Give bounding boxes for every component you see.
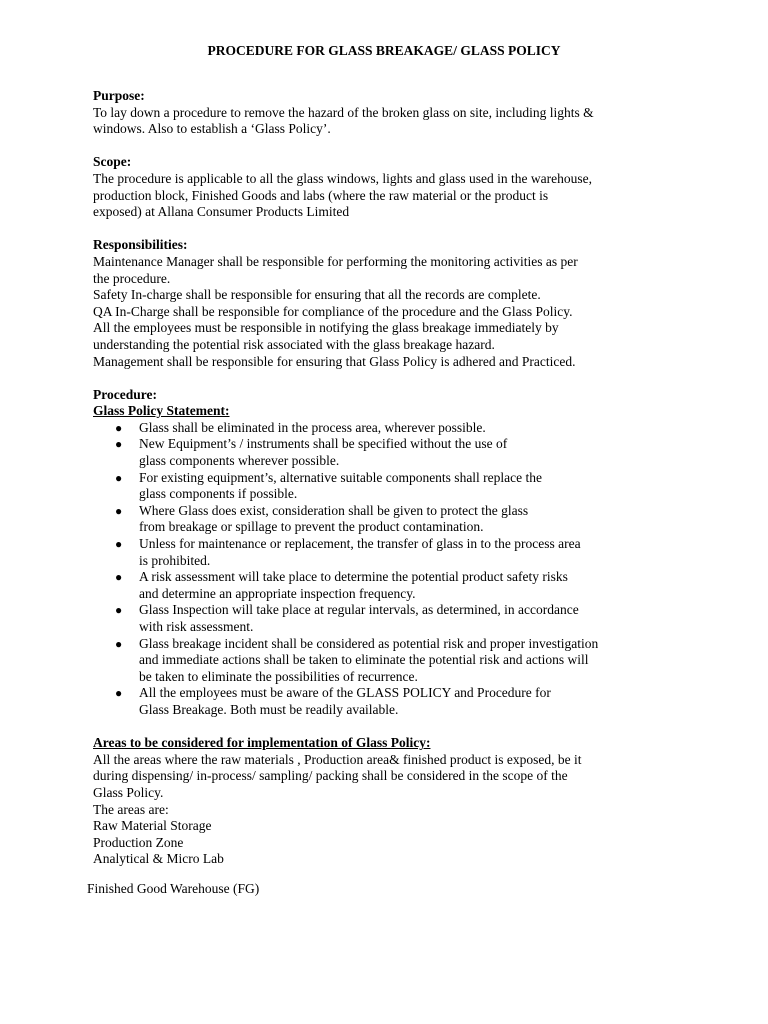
responsibilities-line: Maintenance Manager shall be responsible for performing the monitoring activities as per	[93, 253, 578, 269]
list-item-line: glass components if possible.	[139, 486, 298, 502]
list-item-line: glass components wherever possible.	[139, 453, 340, 469]
responsibilities-line: All the employees must be responsible in notifying the glass breakage immediately by	[93, 320, 559, 336]
area-item-fg-warehouse: Finished Good Warehouse (FG)	[87, 881, 260, 896]
purpose-line: To lay down a procedure to remove the hazard of the broken glass on site, including lights &	[93, 104, 594, 120]
list-item-line: A risk assessment will take place to determine the potential product safety risks	[139, 569, 568, 585]
list-item-line: For existing equipment’s, alternative suitable components shall replace the	[139, 469, 543, 485]
areas-line: All the areas where the raw materials , Production area& finished product is exposed, be it	[93, 751, 582, 767]
areas-line: during dispensing/ in-process/ sampling/ packing shall be considered in the scope of the	[93, 768, 568, 784]
list-item-line: New Equipment’s / instruments shall be specified without the use of	[139, 436, 508, 452]
list-item-line: Glass Inspection will take place at regular intervals, as determined, in accordance	[139, 602, 579, 618]
bullet-icon: ●	[115, 686, 123, 701]
list-item-line: be taken to eliminate the possibilities of recurrence.	[139, 668, 418, 684]
area-item: Raw Material Storage	[93, 818, 212, 834]
areas-heading: Areas to be considered for implementation of Glass Policy:	[93, 735, 431, 751]
list-item-line: from breakage or spillage to prevent the product contamination.	[139, 519, 484, 535]
list-item	[93, 636, 693, 686]
document-title: PROCEDURE FOR GLASS BREAKAGE/ GLASS POLICY	[207, 43, 561, 58]
responsibilities-section	[93, 237, 693, 370]
responsibilities-line: QA In-Charge shall be responsible for compliance of the procedure and the Glass Policy.	[93, 303, 573, 319]
list-item	[93, 602, 693, 635]
area-item: Analytical & Micro Lab	[93, 851, 224, 867]
list-item-line: is prohibited.	[139, 552, 211, 568]
document-body	[93, 88, 693, 885]
list-item-line: Unless for maintenance or replacement, the transfer of glass in to the process area	[139, 536, 581, 552]
responsibilities-line: Management shall be responsible for ensuring that Glass Policy is adhered and Practiced.	[93, 353, 576, 369]
list-item-line: Glass Breakage. Both must be readily available.	[139, 701, 399, 717]
bullet-icon: ●	[115, 503, 123, 518]
bullet-icon: ●	[115, 636, 123, 651]
bullet-icon: ●	[115, 537, 123, 552]
scope-line: production block, Finished Goods and labs (where the raw material or the product is	[93, 187, 549, 203]
glass-policy-list	[93, 420, 693, 719]
bullet-icon: ●	[115, 420, 123, 435]
responsibilities-line: Safety In-charge shall be responsible for ensuring that all the records are complete.	[93, 287, 541, 303]
list-item-line: All the employees must be aware of the GLASS POLICY and Procedure for	[139, 685, 551, 701]
bullet-icon: ●	[115, 603, 123, 618]
list-item	[93, 569, 693, 602]
areas-line: Glass Policy.	[93, 784, 164, 800]
list-item	[93, 685, 693, 718]
bullet-icon: ●	[115, 470, 123, 485]
purpose-heading: Purpose:	[93, 88, 145, 103]
scope-heading: Scope:	[93, 154, 132, 170]
scope-line: exposed) at Allana Consumer Products Limited	[93, 204, 350, 220]
purpose-section	[93, 88, 693, 138]
responsibilities-line: understanding the potential risk associated with the glass breakage hazard.	[93, 336, 495, 352]
scope-line: The procedure is applicable to all the glass windows, lights and glass used in the warehouse,	[93, 170, 593, 186]
scope-section	[93, 154, 693, 220]
bullet-icon: ●	[115, 570, 123, 585]
area-item: Production Zone	[93, 834, 184, 850]
list-item-line: Where Glass does exist, consideration shall be given to protect the glass	[139, 502, 529, 518]
list-item	[93, 420, 693, 437]
bullet-icon: ●	[115, 437, 123, 452]
areas-line: The areas are:	[93, 801, 169, 817]
list-item-line: with risk assessment.	[139, 619, 254, 634]
list-item-line: Glass breakage incident shall be considered as potential risk and proper investigation	[139, 635, 599, 651]
purpose-line: windows. Also to establish a ‘Glass Policy’.	[93, 121, 331, 137]
procedure-section	[93, 387, 693, 719]
responsibilities-heading: Responsibilities:	[93, 237, 188, 253]
procedure-heading: Procedure:	[93, 386, 157, 402]
list-item-line: Glass shall be eliminated in the process area, wherever possible.	[139, 419, 486, 435]
glass-policy-statement-heading: Glass Policy Statement:	[93, 403, 230, 419]
list-item	[93, 470, 693, 503]
areas-section	[93, 735, 693, 868]
responsibilities-line: the procedure.	[93, 270, 171, 286]
list-item	[93, 503, 693, 536]
list-item-line: and determine an appropriate inspection frequency.	[139, 585, 416, 601]
list-item	[93, 436, 693, 469]
list-item-line: and immediate actions shall be taken to eliminate the potential risk and actions will	[139, 652, 589, 668]
list-item	[93, 536, 693, 569]
